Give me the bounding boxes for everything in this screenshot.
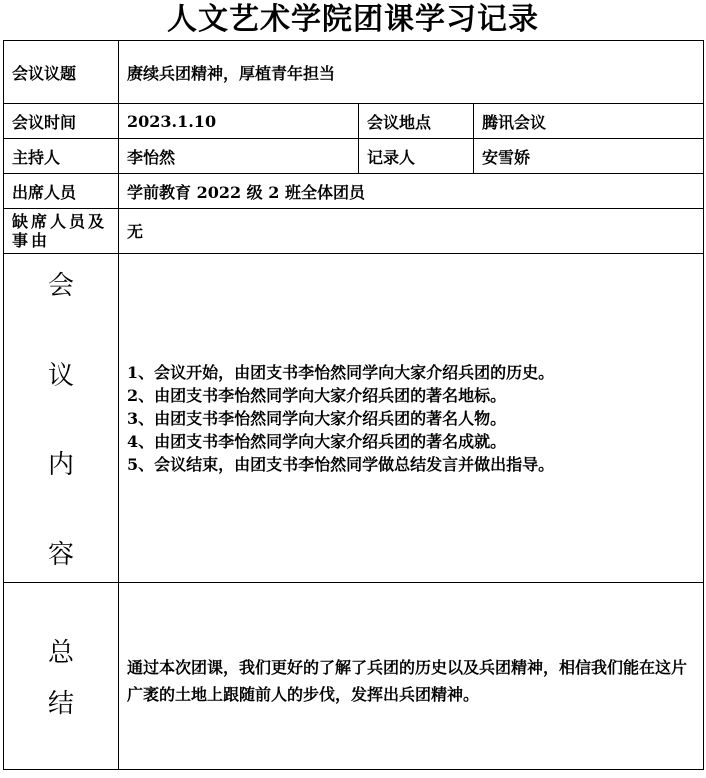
content-row — [4, 254, 704, 583]
host-value: 李怡然 — [119, 139, 359, 174]
content-item: 5、会议结束，由团支书李怡然同学做总结发言并做出指导。 — [127, 454, 555, 474]
summary-value — [119, 583, 704, 770]
summary-text: 通过本次团课，我们更好的了解了兵团的历史以及兵团精神，相信我们能在这片广袤的土地上跟随前人的步伐，发挥出兵团精神。 — [127, 658, 688, 704]
content-label-char: 会 — [47, 271, 74, 301]
content-value — [119, 254, 704, 583]
content-item: 3、由团支书李怡然同学向大家介绍兵团的著名人物。 — [127, 408, 507, 428]
location-label: 会议地点 — [359, 104, 474, 139]
content-label-char: 议 — [47, 360, 74, 391]
time-location-row — [4, 104, 704, 139]
recorder-label: 记录人 — [359, 139, 474, 174]
location-value: 腾讯会议 — [474, 104, 704, 139]
host-label: 主持人 — [4, 139, 119, 174]
content-label — [4, 254, 119, 583]
topic-label: 会议议题 — [4, 41, 119, 104]
time-label: 会议时间 — [4, 104, 119, 139]
summary-row — [4, 583, 704, 770]
time-value: 2023.1.10 — [119, 104, 359, 139]
document-title: 人文艺术学院团课学习记录 — [167, 2, 539, 37]
summary-label-char: 总 — [47, 638, 74, 668]
absentees-row — [4, 209, 704, 254]
attendees-row — [4, 174, 704, 209]
summary-label — [4, 583, 119, 770]
recorder-value: 安雪娇 — [474, 139, 704, 174]
content-label-char: 容 — [47, 539, 74, 570]
record-table — [3, 40, 704, 770]
absentees-label: 缺席人员及事由 — [4, 209, 119, 254]
topic-value: 赓续兵团精神，厚植青年担当 — [119, 41, 704, 104]
content-item: 4、由团支书李怡然同学向大家介绍兵团的著名成就。 — [127, 431, 507, 451]
content-label-char: 内 — [47, 450, 74, 481]
content-item: 1、会议开始，由团支书李怡然同学向大家介绍兵团的历史。 — [127, 362, 555, 382]
topic-row — [4, 41, 704, 104]
host-recorder-row — [4, 139, 704, 174]
attendees-value: 学前教育 2022 级 2 班全体团员 — [119, 174, 704, 209]
attendees-label: 出席人员 — [4, 174, 119, 209]
absentees-value: 无 — [119, 209, 704, 254]
content-item: 2、由团支书李怡然同学向大家介绍兵团的著名地标。 — [127, 385, 507, 405]
summary-label-char: 结 — [47, 689, 74, 719]
content-list — [127, 361, 695, 476]
